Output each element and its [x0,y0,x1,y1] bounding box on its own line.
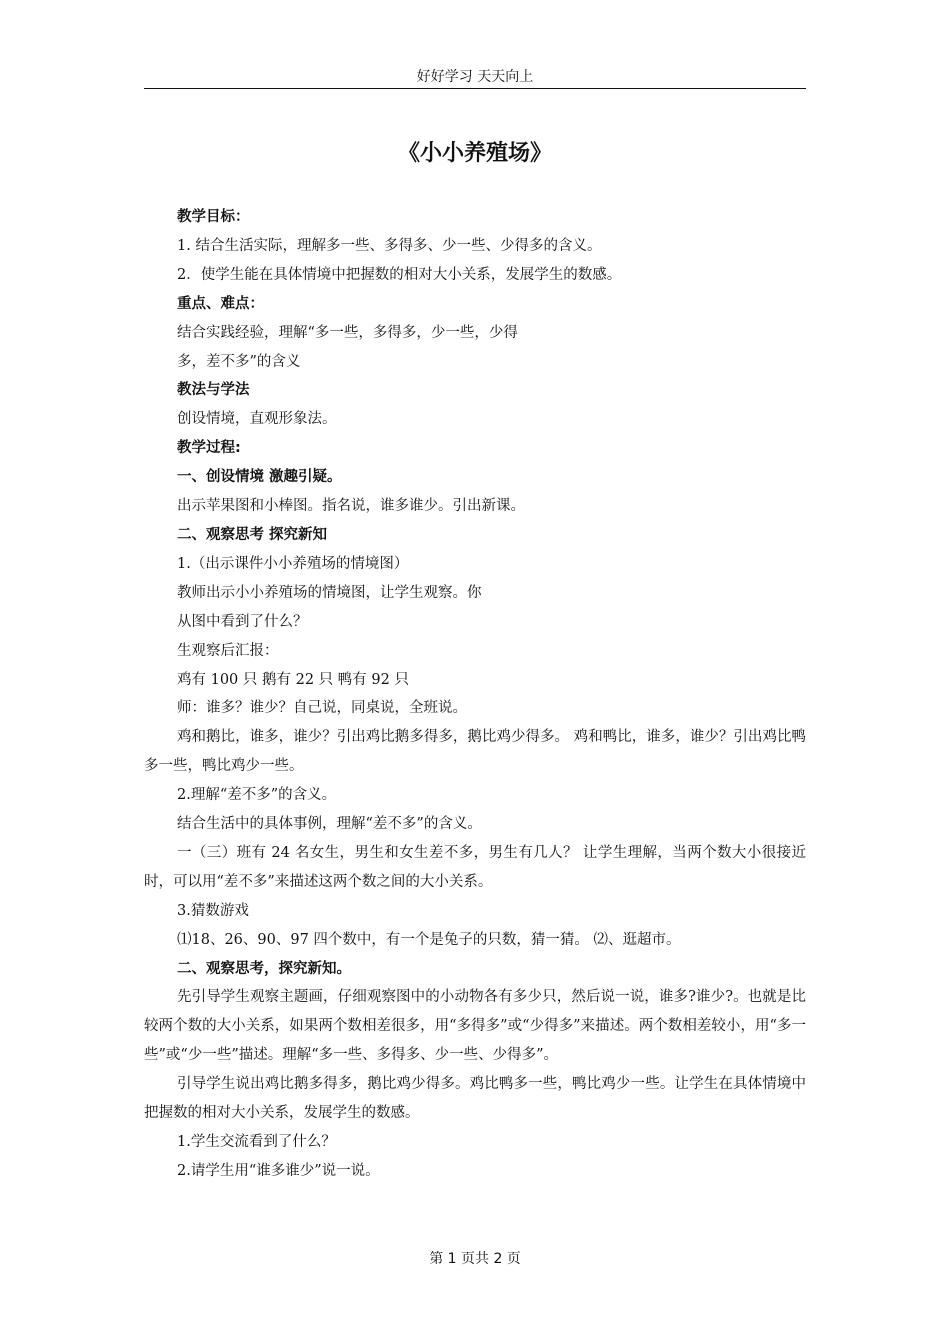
objective-2: 2．使学生能在具体情境中把握数的相对大小关系，发展学生的数感。 [177,266,622,283]
step-2-example-paragraph: 一（三）班有 24 名女生，男生和女生差不多，男生有几人？ 让学生理解，当两个数大小很接近时，可以用“差不多”来描述这两个数之间的大小关系。 [144,844,806,890]
section-3-heading: 二、观察思考，探究新知。 [177,960,351,977]
section-2-heading: 二、观察思考 探究新知 [177,526,328,543]
heading-key-points: 重点、难点： [177,295,264,312]
document-body [144,203,806,1186]
step-3-text: ⑴18、26、90、97 四个数中，有一个是兔子的只数，猜一猜。 ⑵、逛超市。 [177,931,681,948]
document-title: 《小小养殖场》 [397,141,552,166]
activity-2: 2.请学生用“谁多谁少”说一说。 [177,1162,380,1179]
activity-1: 1.学生交流看到了什么？ [177,1134,336,1150]
heading-methods: 教法与学法 [177,382,250,399]
heading-objectives: 教学目标： [177,209,250,225]
animal-counts: 鸡有 100 只 鹅有 22 只 鸭有 92 只 [177,671,409,688]
observation-paragraph: 先引导学生观察主题画，仔细观察图中的小动物各有多少只，然后说一说，谁多?谁少?。也就是比较两个数的大小关系，如果两个数相差很多，用“多得多”或“少得多”来描述。两个数相差较小，用“多一些”或“少一些”描述。理解“多一些、多得多、少一些、少得多”。 [144,989,806,1064]
step-2-text: 结合生活中的具体事例，理解“差不多”的含义。 [177,816,482,833]
step-3-title: 3.猜数游戏 [177,902,249,919]
key-point-line-2: 多，差不多”的含义 [177,353,301,370]
teacher-question: 师：谁多？谁少？自己说，同桌说，全班说。 [177,700,467,717]
page-footer: 第 1 页共 2 页 [429,1251,521,1267]
key-point-line-1: 结合实践经验，理解“多一些，多得多，少一些，少得 [177,324,518,341]
section-1-heading: 一、创设情境 激趣引疑。 [177,469,342,486]
objective-1: 1. 结合生活实际，理解多一些、多得多、少一些、少得多的含义。 [177,237,602,254]
page-header: 好好学习 天天向上 [416,69,534,85]
heading-process: 教学过程: [177,440,241,457]
step-1-title: 1.（出示课件小小养殖场的情境图） [177,555,409,572]
step-2-title: 2.理解“差不多”的含义。 [177,787,337,804]
section-1-text: 出示苹果图和小棒图。指名说，谁多谁少。引出新课。 [177,498,525,515]
header-rule [144,88,806,89]
step-1-line-3: 生观察后汇报： [177,642,279,659]
step-1-line-1: 教师出示小小养殖场的情境图，让学生观察。你 [177,584,482,601]
comparison-paragraph: 鸡和鹅比，谁多，谁少？引出鸡比鹅多得多，鹅比鸡少得多。 鸡和鸭比，谁多，谁少？引出鸡比鸭多一些，鸭比鸡少一些。 [144,729,806,775]
methods-text: 创设情境，直观形象法。 [177,411,337,428]
guidance-paragraph: 引导学生说出鸡比鹅多得多，鹅比鸡少得多。鸡比鸭多一些，鸭比鸡少一些。让学生在具体情境中把握数的相对大小关系，发展学生的数感。 [144,1076,806,1122]
step-1-line-2: 从图中看到了什么？ [177,613,308,630]
